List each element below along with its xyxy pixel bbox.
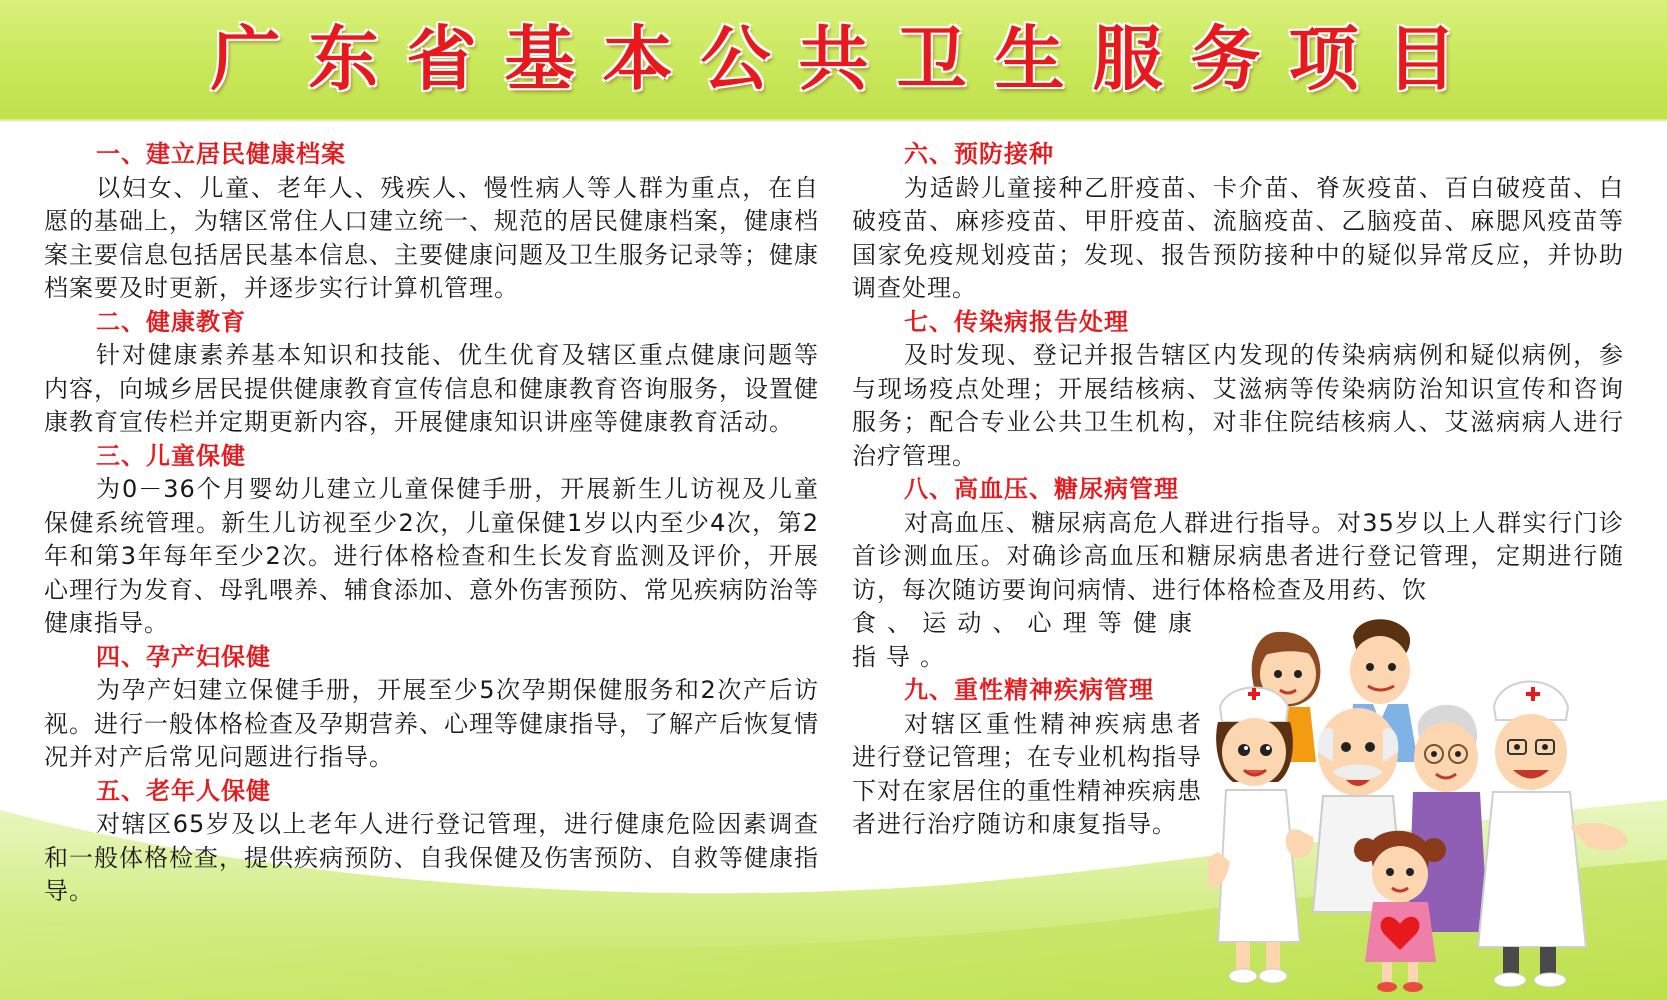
cartoon-doctor (1478, 681, 1628, 987)
section-body: 以妇女、儿童、老年人、残疾人、慢性病人等人群为重点，在自愿的基础上，为辖区常住人口建立统一、规范的居民健康档案，健康档案主要信息包括居民基本信息、主要健康问题及卫生服务记录等；健康档案要及时更新，并逐步实行计算机管理。 (44, 173, 819, 302)
section-body: 针对健康素养基本知识和技能、优生优育及辖区重点健康问题等内容，向城乡居民提供健康教育宣传信息和健康教育咨询服务，设置健康教育宣传栏并定期更新内容，开展健康知识讲座等健康教育活动。 (44, 341, 819, 436)
section-body: 对辖区重性精神疾病患者进行登记管理；在专业机构指导下对在家居住的重性精神疾病患者进行治疗随访和康复指导。 (852, 709, 1202, 838)
section-body: 为适龄儿童接种乙肝疫苗、卡介苗、脊灰疫苗、百白破疫苗、白破疫苗、麻疹疫苗、甲肝疫苗、流脑疫苗、乙脑疫苗、麻腮风疫苗等国家免疫规划疫苗；发现、报告预防接种中的疑似异常反应，并协助调查处理。 (852, 173, 1624, 302)
section-maternal-health (44, 641, 819, 775)
section-title: 三、儿童保健 (96, 441, 246, 470)
section-health-education (44, 306, 819, 440)
section-body: 及时发现、登记并报告辖区内发现的传染病病例和疑似病例，参与现场疫点处理；开展结核病、艾滋病等传染病防治知识宣传和咨询服务；配合专业公共卫生机构，对非住院结核病人、艾滋病病人进行治疗管理。 (852, 341, 1624, 470)
section-body: 对辖区65岁及以上老年人进行登记管理，进行健康危险因素调查和一般体格检查，提供疾病预防、自我保健及伤害预防、自救等健康指导。 (44, 810, 819, 905)
section-body: 为孕产妇建立保健手册，开展至少5次孕期保健服务和2次产后访视。进行一般体格检查及孕期营养、心理等健康指导，了解产后恢复情况并对产后常见问题进行指导。 (44, 676, 819, 771)
section-infectious-disease (852, 306, 1624, 474)
cartoon-medical-family-illustration (1208, 612, 1666, 1000)
section-vaccination (852, 138, 1624, 306)
cartoon-grandma (1408, 705, 1488, 932)
section-body-tail: 食、运动、心理等健康指导。 (852, 609, 1202, 671)
section-title: 七、传染病报告处理 (904, 307, 1129, 336)
section-title: 一、建立居民健康档案 (96, 140, 346, 168)
left-column (44, 138, 819, 909)
section-title: 五、老年人保健 (96, 776, 271, 805)
section-elderly-health (44, 775, 819, 909)
section-title: 九、重性精神疾病管理 (904, 676, 1154, 704)
section-title: 八、高血压、糖尿病管理 (904, 475, 1179, 503)
section-title: 六、预防接种 (904, 140, 1054, 168)
section-body: 对高血压、糖尿病高危人群进行指导。对35岁以上人群实行门诊首诊测血压。对确诊高血压和糖尿病患者进行登记管理，定期进行随访，每次随访要询问病情、进行体格检查及用药、饮 (852, 508, 1624, 604)
section-title: 二、健康教育 (96, 307, 246, 336)
section-child-health (44, 440, 819, 641)
section-body: 为0－36个月婴幼儿建立儿童保健手册，开展新生儿访视及儿童保健系统管理。新生儿访视至少2次，儿童保健1岁以内至少4次，第2年和第3年每年至少2次。进行体格检查和生长发育监测及评价，开展心理行为发育、母乳喂养、辅食添加、意外伤害预防、常见疾病防治等健康指导。 (44, 475, 819, 637)
section-health-records (44, 138, 819, 306)
cartoon-nurse (1208, 687, 1300, 983)
poster-title: 广东省基本公共卫生服务项目 (210, 18, 1485, 100)
section-title: 四、孕产妇保健 (96, 642, 271, 671)
